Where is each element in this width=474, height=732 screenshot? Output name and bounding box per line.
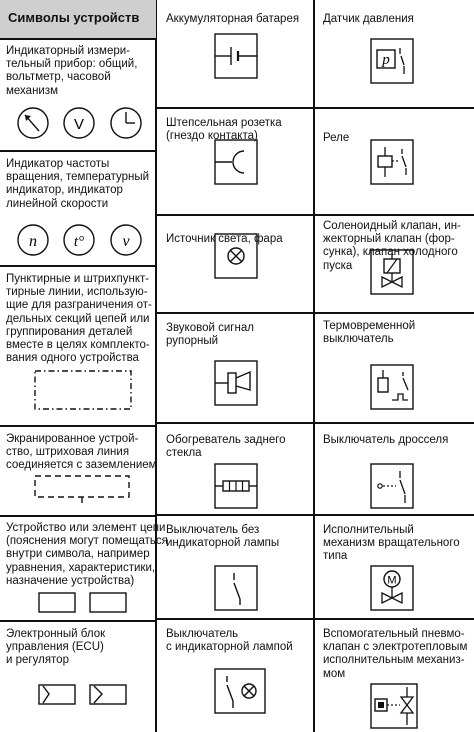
battery-symbol <box>214 33 258 79</box>
thermo-timer-switch-symbol <box>370 364 414 410</box>
thermo-timer-switch-label: Термовременной выключатель <box>323 320 416 346</box>
pneumo-valve-symbol <box>370 683 420 729</box>
table-header <box>0 0 156 40</box>
switch-lamp-label: Выключатель с индикаторной лампой <box>166 628 293 654</box>
svg-text:V: V <box>73 116 85 133</box>
row-divider <box>0 265 155 267</box>
row-divider <box>157 107 474 109</box>
row-divider <box>157 214 474 216</box>
column-divider <box>155 0 157 732</box>
horn-label: Звуковой сигнал рупорный <box>166 322 254 348</box>
light-source-symbol <box>214 233 258 279</box>
light-source-label: Источник света, фара <box>166 233 283 245</box>
page-title: Символы устройств <box>8 10 140 25</box>
solenoid-valve-label: Соленоидный клапан, ин- жекторный клапан (фор- сунка), клапан холодного пуска <box>323 220 461 272</box>
switch-no-lamp-symbol <box>214 565 258 611</box>
column-divider <box>313 0 315 732</box>
meter-indicator-label: Индикаторный измери- тельный прибор: общий, вольтметр, часовой механизм <box>6 45 138 97</box>
rotary-actuator-label: Исполнительный механизм вращательного типа <box>323 524 460 563</box>
speed-indicator-label: Индикатор частоты вращения, температурный индикатор, индикатор линейной скорости <box>6 158 150 210</box>
switch-no-lamp-label: Выключатель без индикаторной лампы <box>166 524 280 550</box>
throttle-switch-symbol <box>370 463 414 509</box>
svg-text:v: v <box>122 233 130 250</box>
shielded-device-symbol <box>34 475 134 505</box>
svg-text:n: n <box>29 233 37 250</box>
meter-symbols <box>15 105 145 141</box>
relay-symbol <box>370 139 414 185</box>
rotary-actuator-symbol <box>370 565 414 611</box>
row-divider <box>157 422 474 424</box>
row-divider <box>0 620 155 622</box>
svg-text:M: M <box>387 574 397 587</box>
pressure-sensor-symbol <box>370 38 414 84</box>
pressure-sensor-label: Датчик давления <box>323 13 414 25</box>
speed-indicator-symbols <box>15 222 145 258</box>
pneumo-valve-label: Вспомогательный пневмо- клапан с электротепловым исполнительным механиз- мом <box>323 628 468 680</box>
ecu-symbol <box>38 684 130 706</box>
horn-symbol <box>214 360 264 406</box>
rear-heater-symbol <box>214 463 258 509</box>
relay-label: Реле <box>323 132 350 144</box>
dashed-lines-label: Пунктирные и штрихпункт- тирные линии, использую- щие для разграничения от- дельных секций цепей или группирования деталей вместе в целях комплекто- вания одного устройства <box>6 273 152 365</box>
row-divider <box>157 312 474 314</box>
socket-symbol <box>214 139 258 185</box>
switch-lamp-symbol <box>214 668 266 714</box>
row-divider <box>157 514 474 516</box>
dashed-boundary-symbol <box>34 370 134 412</box>
battery-label: Аккумуляторная батарея <box>166 13 300 25</box>
circuit-element-symbol <box>38 592 130 614</box>
svg-text:p: p <box>382 52 390 68</box>
throttle-switch-label: Выключатель дросселя <box>323 434 449 446</box>
socket-label: Штепсельная розетка (гнездо контакта) <box>166 117 282 143</box>
row-divider <box>0 150 155 152</box>
row-divider <box>157 618 474 620</box>
circuit-element-label: Устройство или элемент цепи (пояснения могут помещаться внутри символа, например уравнения, характеристики, назначение устройства) <box>6 522 168 587</box>
ecu-label: Электронный блок управления (ECU) и регулятор <box>6 628 106 667</box>
rear-heater-label: Обогреватель заднего стекла <box>166 434 286 460</box>
shielded-device-label: Экранированное устрой- ство, штриховая линия соединяется с заземлением <box>6 433 157 472</box>
row-divider <box>0 515 155 517</box>
row-divider <box>0 425 155 427</box>
svg-text:t°: t° <box>73 234 85 250</box>
solenoid-valve-symbol <box>370 249 414 295</box>
